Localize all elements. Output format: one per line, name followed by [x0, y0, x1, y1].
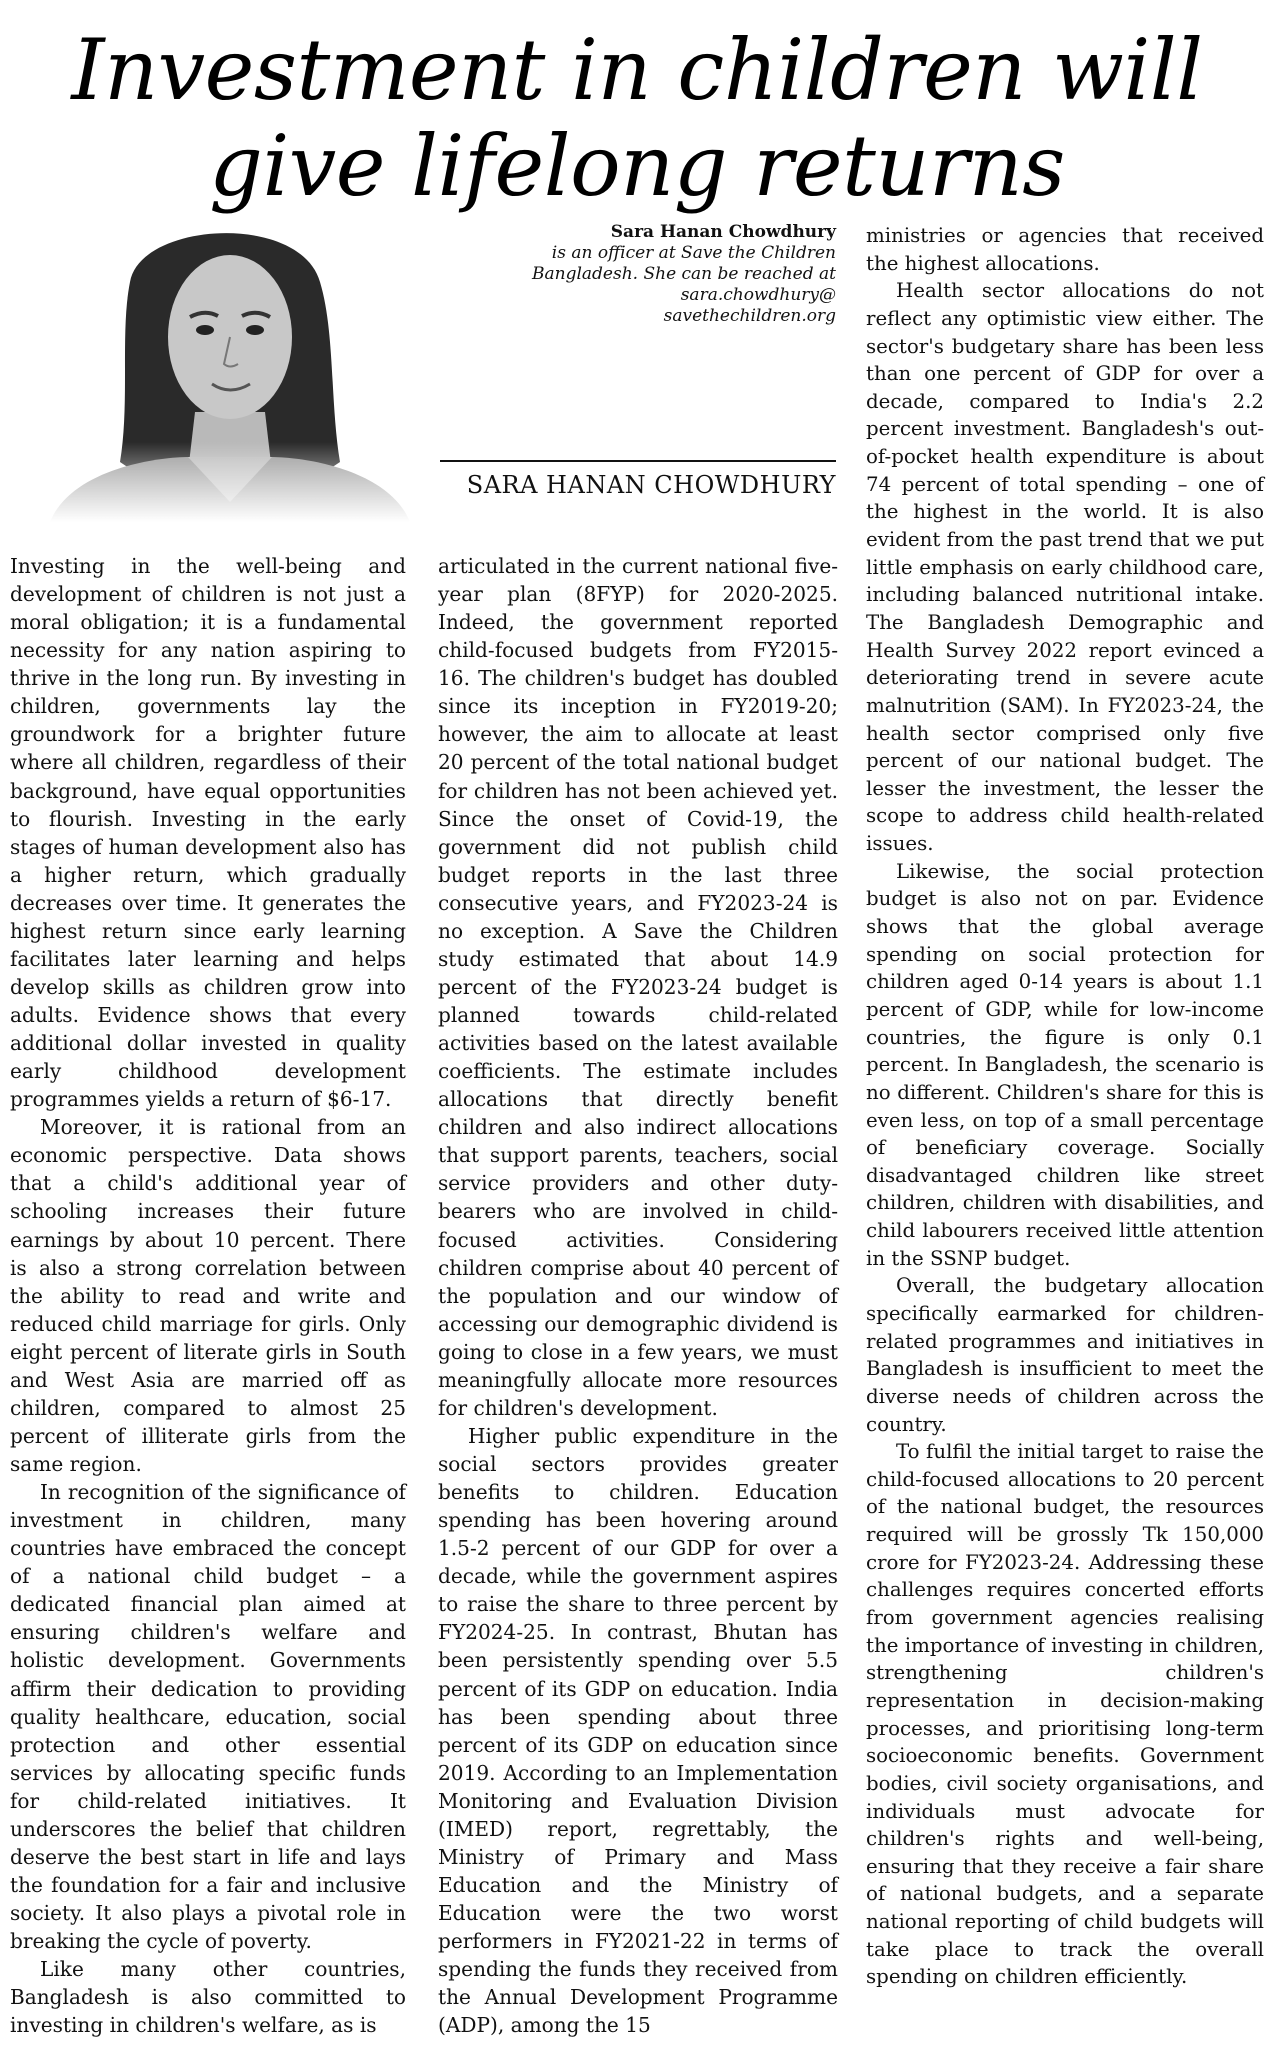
- paragraph: Higher public expenditure in the social sectors provides greater benefits to children. Education spending has been hovering around 1.5-2 percent of our GDP for over a decade, while the government aspires to raise the share to three percent by FY2024-25. In contrast, Bhutan has been persistently spending over 5.5 percent of its GDP on education. India has been spending about three percent of its GDP on education since 2019. According to an Implementation Monitoring and Evaluation Division (IMED) report, regrettably, the Ministry of Primary and Mass Education and the Ministry of Education were the two worst performers in FY2021-22 in terms of spending the funds they received from the Annual Development Programme (ADP), among the 15: [438, 1423, 838, 2038]
- paragraph: Overall, the budgetary allocation specifically earmarked for children-related programmes and initiatives in Bangladesh is insufficient to meet the diverse needs of children across the country.: [866, 1274, 1264, 1436]
- paragraph: ministries or agencies that received the highest allocations.: [866, 224, 1264, 275]
- article-column-1: [10, 552, 406, 2039]
- author-bio-name: Sara Hanan Chowdhury: [610, 222, 836, 242]
- paragraph: To fulfil the initial target to raise the child-focused allocations to 20 percent of the national budget, the resources required will be grossly Tk 150,000 crore for FY2023-24. Addressing these challenges requires concerted efforts from government agencies realising the importance of investing in children, strengthening children's representation in decision-making processes, and prioritising long-term socioeconomic benefits. Government bodies, civil society organisations, and individuals must advocate for children's rights and well-being, ensuring that they receive a fair share of national budgets, and a separate national reporting of child budgets will take place to track the overall spending on children efficiently.: [866, 1440, 1264, 1989]
- paragraph: Health sector allocations do not reflect any optimistic view either. The sector's budgetary share has been less than one percent of GDP for over a decade, compared to India's 2.2 percent investment. Bangladesh's out-of-pocket health expenditure is about 74 percent of total spending – one of the highest in the world. It is also evident from the past trend that we put little emphasis on early childhood care, including balanced nutritional intake. The Bangladesh Demographic and Health Survey 2022 report evinced a deteriorating trend in severe acute malnutrition (SAM). In FY2023-24, the health sector comprised only five percent of our national budget. The lesser the investment, the lesser the scope to address child health-related issues.: [866, 279, 1264, 856]
- article-column-2: [438, 552, 838, 2039]
- paragraph: In recognition of the significance of investment in children, many countries have embraced the concept of a national child budget – a dedicated financial plan aimed at ensuring children's welfare and holistic development. Governments affirm their dedication to providing quality healthcare, education, social protection and other essential services by allocating specific funds for child-related initiatives. It underscores the belief that children deserve the best start in life and lays the foundation for a fair and inclusive society. It also plays a pivotal role in breaking the cycle of poverty.: [10, 1480, 406, 1954]
- paragraph: Moreover, it is rational from an economic perspective. Data shows that a child's additional year of schooling increases their future earnings by about 10 percent. There is also a strong correlation between the ability to read and write and reduced child marriage for girls. Only eight percent of literate girls in South and West Asia are married off as children, compared to almost 25 percent of illiterate girls from the same region.: [10, 1115, 406, 1476]
- author-bio: [530, 222, 836, 327]
- paragraph: Investing in the well-being and development of children is not just a moral obligation; it is a fundamental necessity for any nation aspiring to thrive in the long run. By investing in children, governments lay the groundwork for a brighter future where all children, regardless of their background, have equal opportunities to flourish. Investing in the early stages of human development also has a higher return, which gradually decreases over time. It generates the highest return since early learning facilitates later learning and helps develop skills as children grow into adults. Evidence shows that every additional dollar invested in quality early childhood development programmes yields a return of $6-17.: [10, 554, 406, 1112]
- paragraph: Like many other countries, Bangladesh is also committed to investing in children's welfare, as is: [10, 1957, 406, 2038]
- headline: Investment in children will give lifelong returns: [71, 21, 1203, 215]
- paragraph: articulated in the current national five-year plan (8FYP) for 2020-2025. Indeed, the government reported child-focused budgets from FY2015-16. The children's budget has doubled since its inception in FY2019-20; however, the aim to allocate at least 20 percent of the total national budget for children has not been achieved yet. Since the onset of Covid-19, the government did not publish child budget reports in the last three consecutive years, and FY2023-24 is no exception. A Save the Children study estimated that about 14.9 percent of the FY2023-24 budget is planned towards child-related activities based on the latest available coefficients. The estimate includes allocations that directly benefit children and also indirect allocations that support parents, teachers, social service providers and other duty-bearers who are involved in child-focused activities. Considering children comprise about 40 percent of the population and our window of accessing our demographic dividend is going to close in a few years, we must meaningfully allocate more resources for children's development.: [438, 554, 838, 1420]
- byline-divider: [440, 460, 836, 462]
- author-bio-text: is an officer at Save the Children Bangladesh. She can be reached at sara.chowdhury@ savethechildren.org: [532, 243, 836, 326]
- paragraph: Likewise, the social protection budget is also not on par. Evidence shows that the global average spending on social protection for children aged 0-14 years is about 1.1 percent of GDP, while for low-income countries, the figure is only 0.1 percent. In Bangladesh, the scenario is no different. Children's share for this is even less, on top of a small percentage of beneficiary coverage. Socially disadvantaged children like street children, children with disabilities, and child labourers received little attention in the SSNP budget.: [866, 859, 1264, 1270]
- article-column-3: [866, 222, 1264, 1991]
- byline: SARA HANAN CHOWDHURY: [466, 471, 836, 499]
